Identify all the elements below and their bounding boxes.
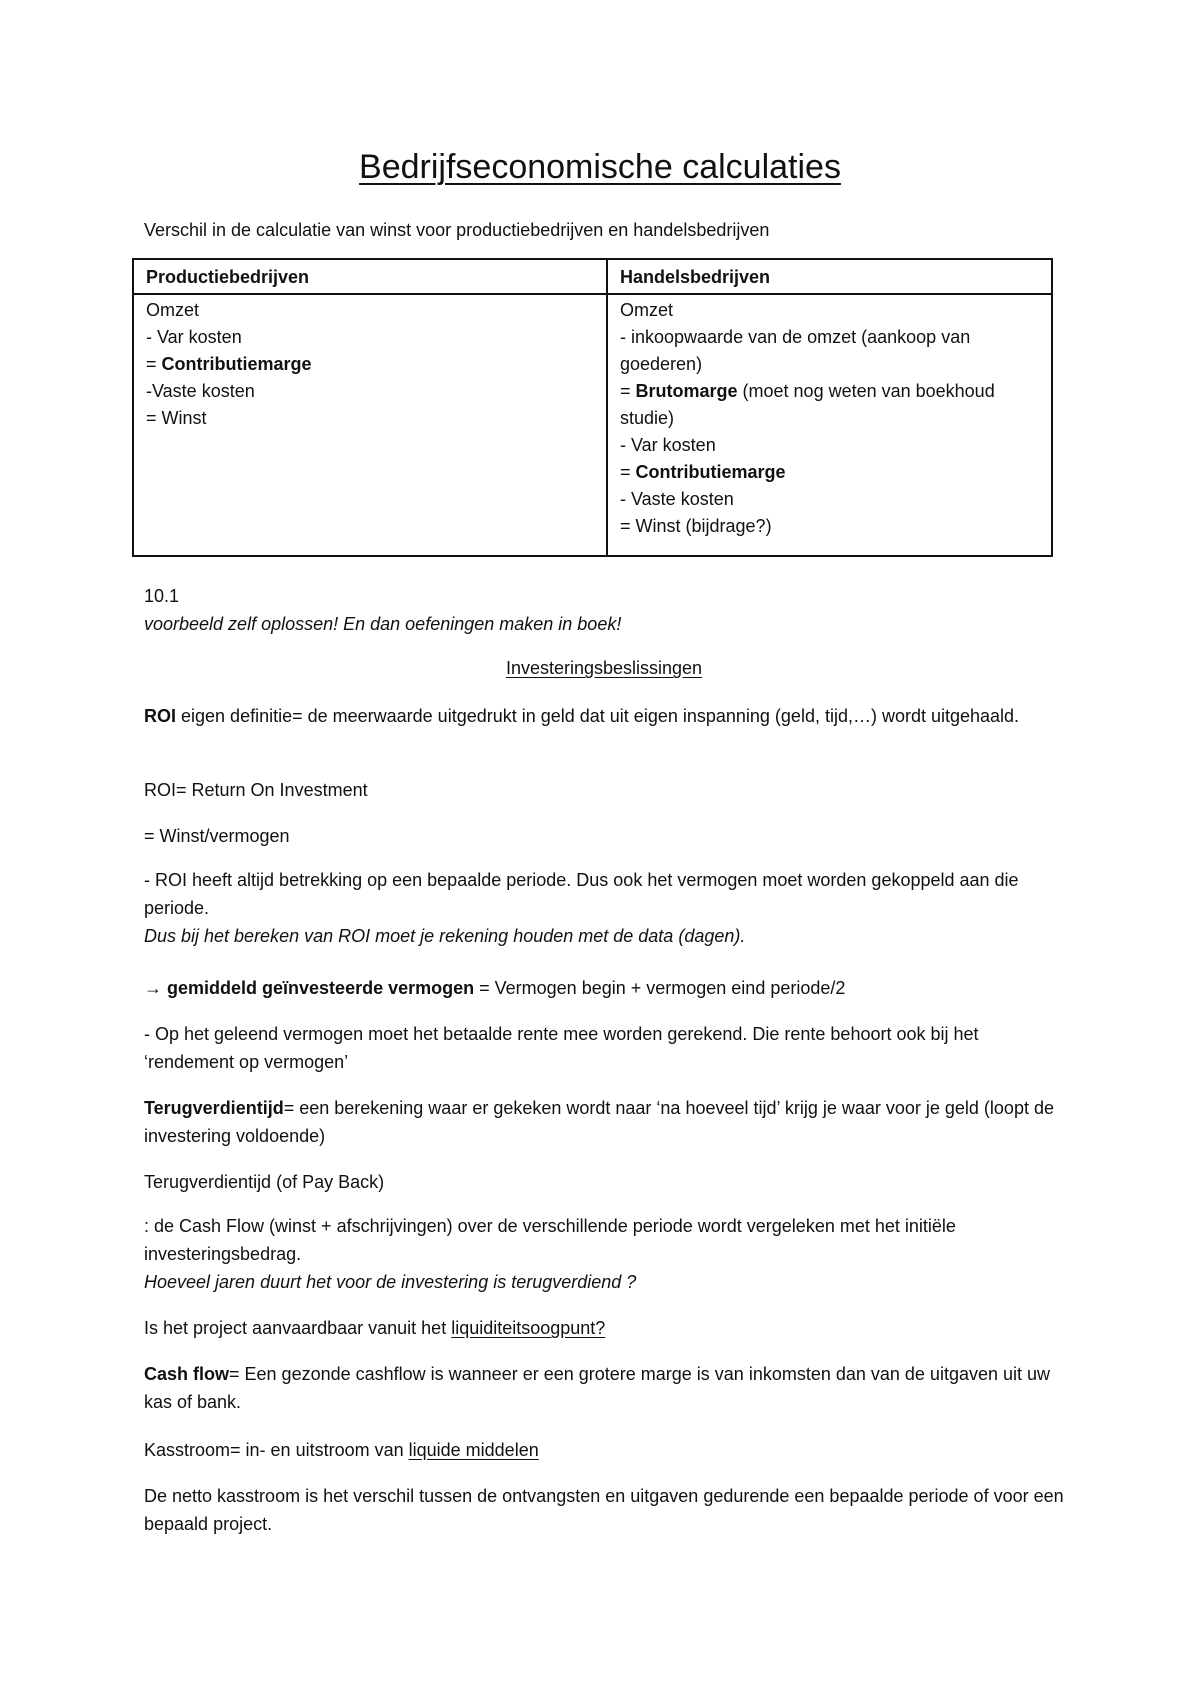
roi-period-note: Dus bij het bereken van ROI moet je rekening houden met de data (dagen).	[144, 926, 746, 946]
kasstroom-definition: Kasstroom= in- en uitstroom van liquide middelen	[144, 1440, 539, 1460]
cashflow-description: : de Cash Flow (winst + afschrijvingen) over de verschillende periode wordt vergeleken met het initiële investeringsbedrag.	[144, 1216, 956, 1264]
project-question: Is het project aanvaardbaar vanuit het liquiditeitsoogpunt?	[144, 1318, 606, 1338]
cell-line: Omzet	[146, 300, 200, 320]
roi-full-name: ROI= Return On Investment	[144, 780, 368, 800]
header-handelsbedrijven: Handelsbedrijven	[607, 259, 1052, 294]
netto-kasstroom-text: De netto kasstroom is het verschil tussen de ontvangsten en uitgaven gedurende een bepaalde periode of voor een bepaald project.	[144, 1486, 1064, 1534]
interest-text: - Op het geleend vermogen moet het betaalde rente mee worden gerekend. Die rente behoort ook bij het ‘rendement op vermogen’	[144, 1024, 979, 1072]
roi-period-text: - ROI heeft altijd betrekking op een bepaalde periode. Dus ook het vermogen moet worden gekoppeld aan die periode.	[144, 870, 1019, 918]
average-capital: → gemiddeld geïnvesteerde vermogen = Vermogen begin + vermogen eind periode/2	[144, 978, 846, 998]
cell-line: = Contributiemarge	[620, 462, 786, 482]
cell-line: Omzet	[620, 300, 674, 320]
cell-line: - Var kosten	[620, 435, 716, 455]
cell-line: = Winst (bijdrage?)	[620, 516, 772, 536]
cashflow-definition: Cash flow= Een gezonde cashflow is wanneer er een grotere marge is van inkomsten dan van de uitgaven uit uw kas of bank.	[144, 1364, 1051, 1412]
document-title: Bedrijfseconomische calculaties	[359, 148, 841, 186]
table-header-row	[133, 259, 1052, 294]
handel-cell	[607, 294, 1052, 556]
payback-definition: Terugverdientijd= een berekening waar er gekeken wordt naar ‘na hoeveel tijd’ krijg je waar voor je geld (loopt de investering voldoende)	[144, 1098, 1054, 1146]
section-note: voorbeeld zelf oplossen! En dan oefeningen maken in boek!	[144, 614, 622, 634]
calculation-table	[132, 258, 1053, 557]
table-row	[133, 294, 1052, 556]
cell-line: = Brutomarge (moet nog weten van boekhoud studie)	[620, 381, 995, 428]
roi-formula: = Winst/vermogen	[144, 826, 290, 846]
cell-line: - inkoopwaarde van de omzet (aankoop van goederen)	[620, 327, 971, 374]
productie-cell	[133, 294, 607, 556]
cell-line: - Var kosten	[146, 327, 242, 347]
header-productiebedrijven: Productiebedrijven	[133, 259, 607, 294]
arrow-icon: →	[144, 978, 168, 998]
payback-title: Terugverdientijd (of Pay Back)	[144, 1172, 385, 1192]
heading-investeringsbeslissingen: Investeringsbeslissingen	[505, 658, 703, 678]
cell-line: - Vaste kosten	[620, 489, 734, 509]
section-number: 10.1	[144, 586, 180, 606]
cashflow-question: Hoeveel jaren duurt het voor de investering is terugverdiend ?	[144, 1272, 637, 1292]
roi-definition: ROI eigen definitie= de meerwaarde uitgedrukt in geld dat uit eigen inspanning (geld, tijd,…) wordt uitgehaald.	[144, 706, 1020, 726]
cell-line: = Contributiemarge	[146, 354, 312, 374]
cell-line: -Vaste kosten	[146, 381, 255, 401]
cell-line: = Winst	[146, 408, 207, 428]
intro-text: Verschil in de calculatie van winst voor productiebedrijven en handelsbedrijven	[144, 220, 770, 240]
